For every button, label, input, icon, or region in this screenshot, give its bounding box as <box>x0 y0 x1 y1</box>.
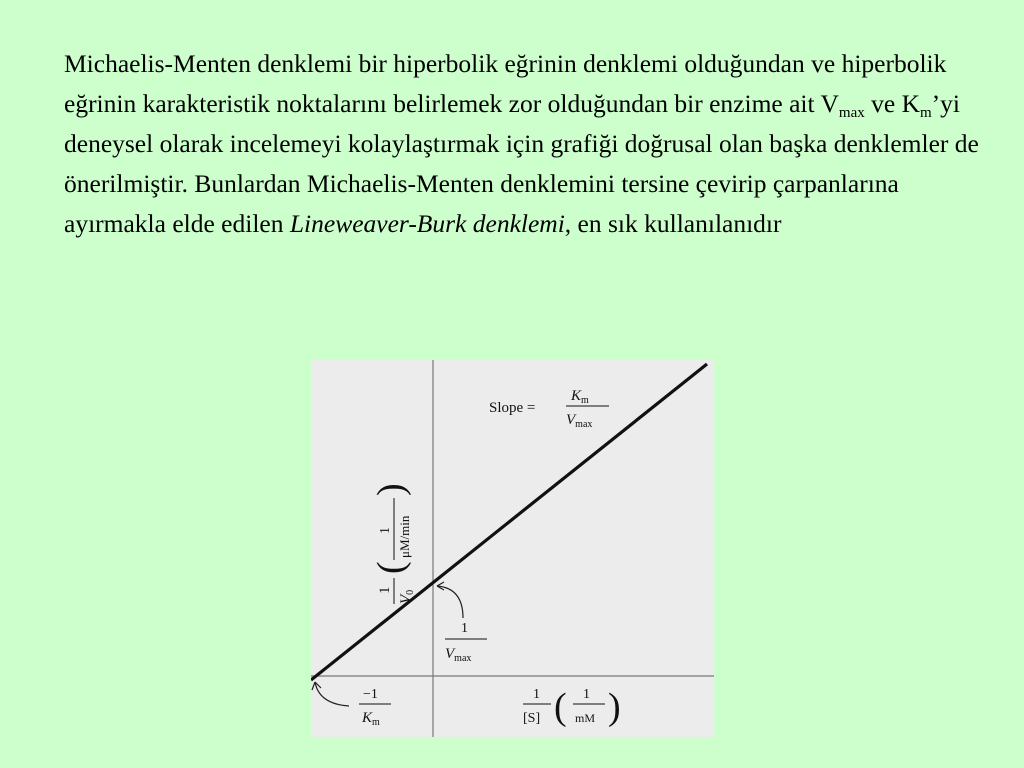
paragraph-text-1: Michaelis-Menten denklemi bir hiperbolik eğrinin denklemi olduğundan ve hiperbolik eğrinin karakteristik noktalarını belirlemek zor olduğundan bir enzime ait V <box>64 49 947 118</box>
svg-text:V0: $V_0$ <box>398 589 416 604</box>
svg-text:): ) <box>370 483 412 496</box>
svg-text:mM: mM <box>575 711 596 725</box>
y-axis-label <box>370 483 416 604</box>
x-axis-label <box>523 686 621 728</box>
y-intercept-numerator: 1 <box>461 621 468 636</box>
y-intercept-arrow <box>437 586 463 618</box>
x-intercept-denominator: $K_m$ <box>362 710 380 728</box>
slope-numerator: $K_m$ <box>571 388 589 406</box>
paragraph-text-2: ve K <box>864 89 920 118</box>
svg-text:1: 1 <box>533 687 540 702</box>
intro-paragraph <box>64 44 984 244</box>
km-subscript: m <box>919 105 932 121</box>
lineweaver-burk-plot <box>311 360 714 737</box>
svg-text:1: 1 <box>377 586 393 594</box>
slope-denominator: $V_{max}$ <box>566 412 593 430</box>
paragraph-text-3: ’yi deneysel olarak incelemeyi kolaylaştırmak için grafiği doğrusal olan başka denklemler de önerilmiştir. Bunlardan Michaelis-Menten denklemini tersine çevirip çarpanlarına ayırmakla elde edilen <box>64 89 979 238</box>
slope-label: Slope = <box>489 400 536 416</box>
vmax-subscript: max <box>838 105 865 121</box>
y-intercept-denominator: $V_{max}$ <box>445 646 472 664</box>
svg-text:): ) <box>608 686 621 728</box>
plot-svg <box>311 360 714 737</box>
x-intercept-arrow <box>315 682 349 706</box>
lineweaver-burk-term: Lineweaver-Burk denklemi <box>289 209 565 238</box>
svg-text:[S]: [S] <box>523 711 541 726</box>
x-intercept-numerator: −1 <box>363 687 378 702</box>
svg-text:1: 1 <box>378 527 393 534</box>
svg-text:μM/min: μM/min <box>397 515 412 558</box>
svg-text:1: 1 <box>583 687 590 702</box>
svg-text:(: ( <box>370 561 412 574</box>
svg-text:(: ( <box>554 686 567 728</box>
paragraph-text-4: , en sık kullanılanıdır <box>564 209 782 238</box>
